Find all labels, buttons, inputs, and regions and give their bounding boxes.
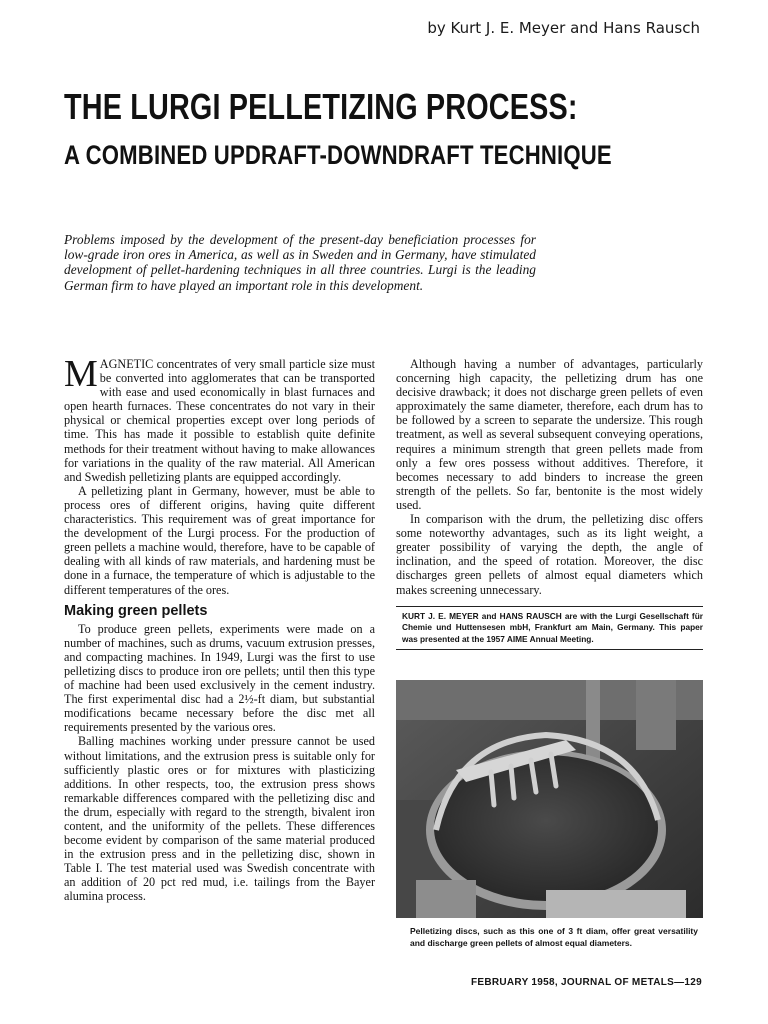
section-heading: Making green pellets (64, 602, 208, 619)
article-subtitle: A COMBINED UPDRAFT-DOWNDRAFT TECHNIQUE (64, 140, 612, 170)
left-column (64, 353, 375, 904)
page-footer: FEBRUARY 1958, JOURNAL OF METALS—129 (470, 977, 702, 988)
paragraph-text: AGNETIC concentrates of very small particle size must be converted into agglomerates that can be transported with ease and used economically in blast furnaces and open hearth furnaces. These concentrates do not vary in their physical or chemical properties except over long periods of time. This has made it possible to establish quite definite methods for their treatment without having to make allowances for variations in the quality of the raw material. All American and Swedish pelletizing plants are equipped accordingly. (64, 357, 375, 484)
paragraph: In comparison with the drum, the pelletizing disc offers some noteworthy advantages, such as its light weight, a greater possibility of varying the depth, the angle of inclination, and the speed of rotation. Moreover, the disc discharges green pellets of almost equal diameters which makes screening unnecessary. (396, 512, 703, 597)
paragraph (64, 353, 375, 484)
right-column (396, 357, 703, 650)
paragraph: A pelletizing plant in Germany, however, must be able to process ores of different origins, having quite different characteristics. This requirement was of great importance for the development of the Lurgi process. For the production of green pellets a machine would, therefore, have to be capable of dealing with all kinds of raw materials, and hardening must be done in a furnace, the temperature of which is adjustable to the different temperatures of the ores. (64, 483, 375, 597)
paragraph: Balling machines working under pressure cannot be used without limitations, and the extrusion press is suitable only for sufficiently plastic ores or for mixtures with plasticizing additions. In other respects, too, the extrusion press shows remarkable differences compared with the pelletizing disc and the drum, especially with regard to the strength, bivalent iron content, and the uniformity of the pellets. These differences become evident by comparison of the same material produced in the extrusion press and in the pelletizing disc, shown in Table I. The test material used was Swedish concentrate with an addition of 20 pct red mud, i.e. tailings from the Bayer alumina process. (64, 734, 375, 904)
figure-caption: Pelletizing discs, such as this one of 3 ft diam, offer great versatility and discharge green pellets of almost equal diameters. (410, 926, 698, 948)
paragraph: To produce green pellets, experiments were made on a number of machines, such as drums, vacuum extrusion presses, and compacting machines. In 1949, Lurgi was the first to use pelletizing discs to produce iron ore pellets; until then this type of machine had been used exclusively in the cement industry. The first experimental disc had a 2½-ft diam, but substantial modifications became necessary before the disc met all requirements presented by the various ores. (64, 621, 375, 735)
pelletizing-disc-photo (396, 680, 703, 918)
figure-photo (396, 680, 703, 918)
byline: by Kurt J. E. Meyer and Hans Rausch (427, 19, 700, 37)
article-title: THE LURGI PELLETIZING PROCESS: (64, 86, 578, 127)
abstract: Problems imposed by the development of the present-day beneficiation processes for low-grade iron ores in America, as well as in Sweden and in Germany, have stimulated development of pellet-hardening techniques in all three countries. Lurgi is the leading German firm to have played an important role in this development. (64, 232, 536, 293)
drop-cap: M (64, 353, 98, 395)
paragraph: Although having a number of advantages, particularly concerning high capacity, the pelletizing drum has one decisive drawback; it does not discharge green pellets of even approximately the same diameter, therefore, each drum has to be followed by a screen to separate the undersize. This rough treatment, as well as several subsequent conveying operations, requires a minimum strength that green pellets made from only a few ores possess without additives. Therefore, it becomes necessary to add binders to increase the green strength of the pellets. So far, bentonite is the most widely used. (396, 357, 703, 512)
author-note: KURT J. E. MEYER and HANS RAUSCH are with the Lurgi Gesellschaft für Chemie und Huttensesen mbH, Frankfurt am Main, Germany. This paper was presented at the 1957 AIME Annual Meeting. (396, 606, 703, 651)
